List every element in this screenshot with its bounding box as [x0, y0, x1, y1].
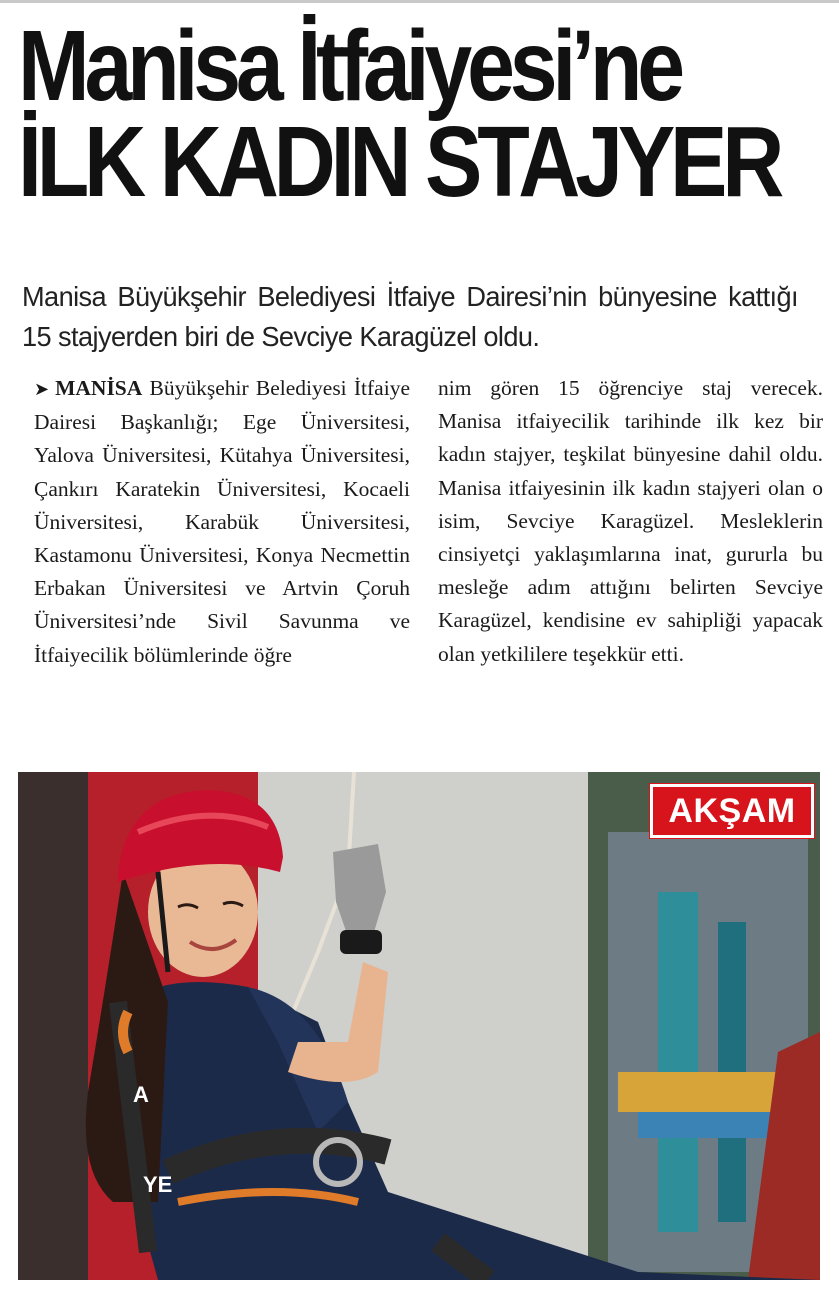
aksam-logo [650, 784, 814, 838]
svg-text:YE: YE [143, 1172, 173, 1197]
headline-line-2: İLK KADIN STAJYER [18, 106, 780, 218]
article-deck: Manisa Büyükşehir Belediyesi İtfaiye Dairesi’nin bünyesine kattığı 15 stajyerden biri de Sevciye Karagüzel oldu. [22, 281, 798, 352]
top-rule [0, 0, 839, 3]
body-text-left: Büyükşehir Belediyesi İtfaiye Dairesi Başkanlığı; Ege Üniversitesi, Yalova Üniversitesi, Kütahya Üniversitesi, Çankırı Karatekin Üniversitesi, Kocaeli Üniversitesi, Karabük Üniversitesi, Kastamonu Üniversitesi, Konya Necmettin Erbakan Üniversitesi ve Artvin Çoruh Üniversitesi’nde Sivil Savunma ve İtfaiyecilik bölümlerinde öğre [34, 376, 410, 667]
aksam-logo-text: AKŞAM [668, 791, 796, 830]
article-headline [18, 10, 780, 218]
body-text-right: nim gören 15 öğrenciye staj verecek. Manisa itfaiyecilik tarihinde ilk kez bir kadın stajyer, teşkilat bünyesine dahil oldu. Manisa itfaiyesinin ilk kadın stajyeri olan o isim, Sevciye Karagüzel. Mesleklerin cinsiyetçi yaklaşımlarına inat, gururla bu mesleğe adım attığını belirten Sevciye Karagüzel, kendisine ev sahipliği yapacak olan yetkililere teşekkür etti. [438, 376, 823, 666]
arrow-icon: ➤ [34, 379, 50, 399]
body-column-right [438, 372, 823, 671]
headline-line-1: Manisa İtfaiyesi’ne [18, 10, 680, 122]
photo-illustration [18, 772, 820, 1280]
body-column-left [34, 372, 410, 672]
svg-text:A: A [133, 1082, 149, 1107]
article-photo [18, 772, 820, 1280]
dateline: MANİSA [55, 376, 143, 400]
